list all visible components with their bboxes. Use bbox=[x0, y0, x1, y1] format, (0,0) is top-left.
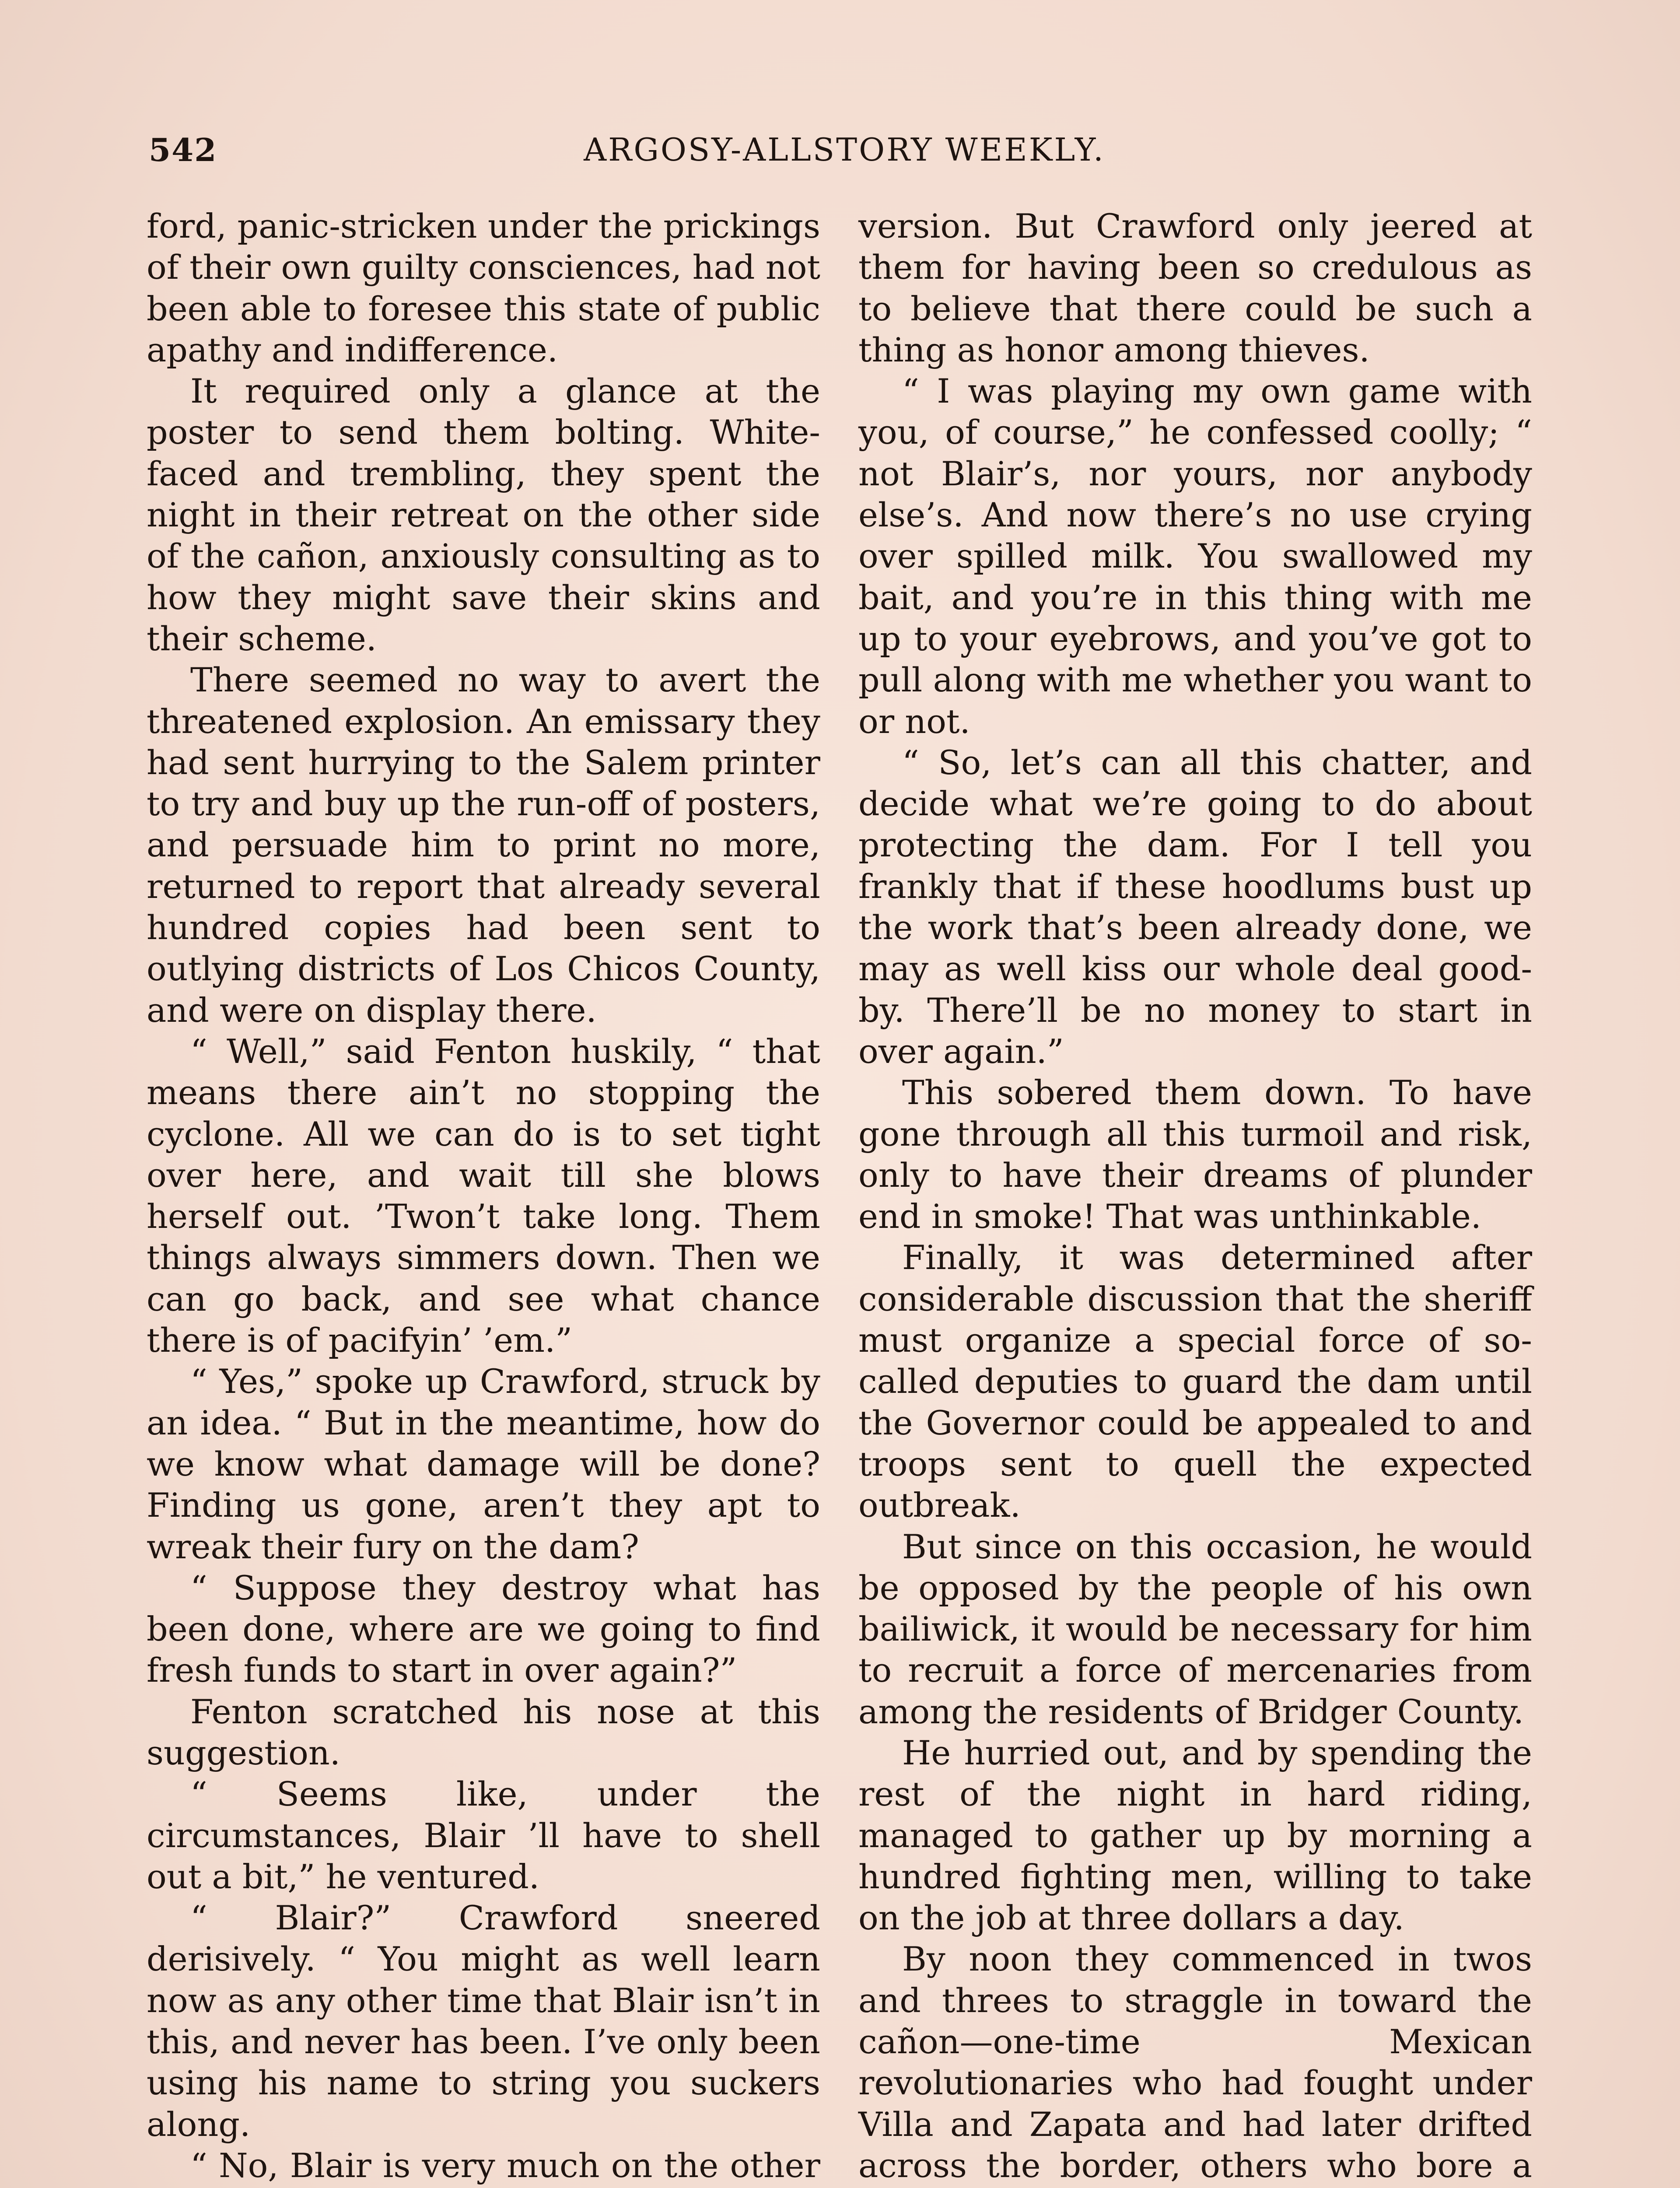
paragraph: Fenton scratched his nose at this suggestion. bbox=[147, 1692, 820, 1772]
paragraph: It required only a glance at the poster to send them bolting. White-faced and trembling, they spent the night in their retreat on the other side of the cañon, anxiously consulting as to how they might save their skins and their scheme. bbox=[147, 372, 820, 658]
paragraph: “ Well,” said Fenton huskily, “ that means there ain’t no stopping the cyclone. All we can do is to set tight over here, and wait till she blows herself out. ’Twon’t take long. Them things always simmers down. Then we can go back, and see what chance there is of pacifyin’ ’em.” bbox=[147, 1031, 820, 1360]
paragraph: But since on this occasion, he would be opposed by the people of his own bailiwick, it would be necessary for him to recruit a force of mercenaries from among the residents of Bridger County. bbox=[858, 1527, 1532, 1731]
paragraph: “ Suppose they destroy what has been done, where are we going to find fresh funds to start in over again?” bbox=[147, 1568, 820, 1690]
paragraph: version. But Crawford only jeered at them for having been so credulous as to believe that there could be such a thing as honor among thieves. bbox=[858, 207, 1532, 369]
left-column bbox=[147, 206, 820, 2188]
page-number: 542 bbox=[149, 131, 217, 168]
paragraph: “ Seems like, under the circumstances, Blair ’ll have to shell out a bit,” he ventured. bbox=[147, 1774, 820, 1896]
page-header bbox=[149, 131, 1540, 179]
paragraph: “ Blair?” Crawford sneered derisively. “ You might as well learn now as any other time that Blair isn’t in this, and never has been. I’ve only been using his name to string you suckers along. bbox=[147, 1898, 820, 2144]
right-column bbox=[858, 206, 1532, 2188]
paragraph: “ I was playing my own game with you, of course,” he confessed coolly; “ not Blair’s, nor yours, nor anybody else’s. And now there’s no use crying over spilled milk. You swallowed my bait, and you’re in this thing with me up to your eyebrows, and you’ve got to pull along with me whether you want to or not. bbox=[858, 372, 1532, 741]
paragraph: “ So, let’s can all this chatter, and decide what we’re going to do about protecting the dam. For I tell you frankly that if these hoodlums bust up the work that’s been already done, we may as well kiss our whole deal good-by. There’ll be no money to start in over again.” bbox=[858, 743, 1532, 1071]
paragraph: This sobered them down. To have gone through all this turmoil and risk, only to have their dreams of plunder end in smoke! That was unthinkable. bbox=[858, 1073, 1532, 1236]
paragraph: By noon they commenced in twos and threes to straggle in toward the cañon—one-time Mexican revolutionaries who had fought under Villa and Zapata and had later drifted across the border, others who bore a bbox=[858, 1939, 1532, 2185]
paragraph: There seemed no way to avert the threatened explosion. An emissary they had sent hurrying to the Salem printer to try and buy up the run-off of posters, and persuade him to print no more, returned to report that already several hundred copies had been sent to outlying districts of Los Chicos County, and were on display there. bbox=[147, 660, 820, 1030]
paragraph: He hurried out, and by spending the rest of the night in hard riding, managed to gather up by morning a hundred fighting men, willing to take on the job at three dollars a day. bbox=[858, 1733, 1532, 1938]
paragraph: Finally, it was determined after considerable discussion that the sheriff must organize a special force of so-called deputies to guard the dam until the Governor could be appealed to and troops sent to quell the expected outbreak. bbox=[858, 1238, 1532, 1525]
paragraph: “ No, Blair is very much on the other bbox=[190, 2146, 820, 2185]
paragraph: ford, panic-stricken under the prickings of their own guilty consciences, had not been able to foresee this state of public apathy and indifference. bbox=[147, 207, 820, 369]
running-head: ARGOSY-ALLSTORY WEEKLY. bbox=[584, 131, 1105, 168]
paragraph: “ Yes,” spoke up Crawford, struck by an idea. “ But in the meantime, how do we know what damage will be done? Finding us gone, aren’t they apt to wreak their fury on the dam? bbox=[147, 1362, 820, 1566]
